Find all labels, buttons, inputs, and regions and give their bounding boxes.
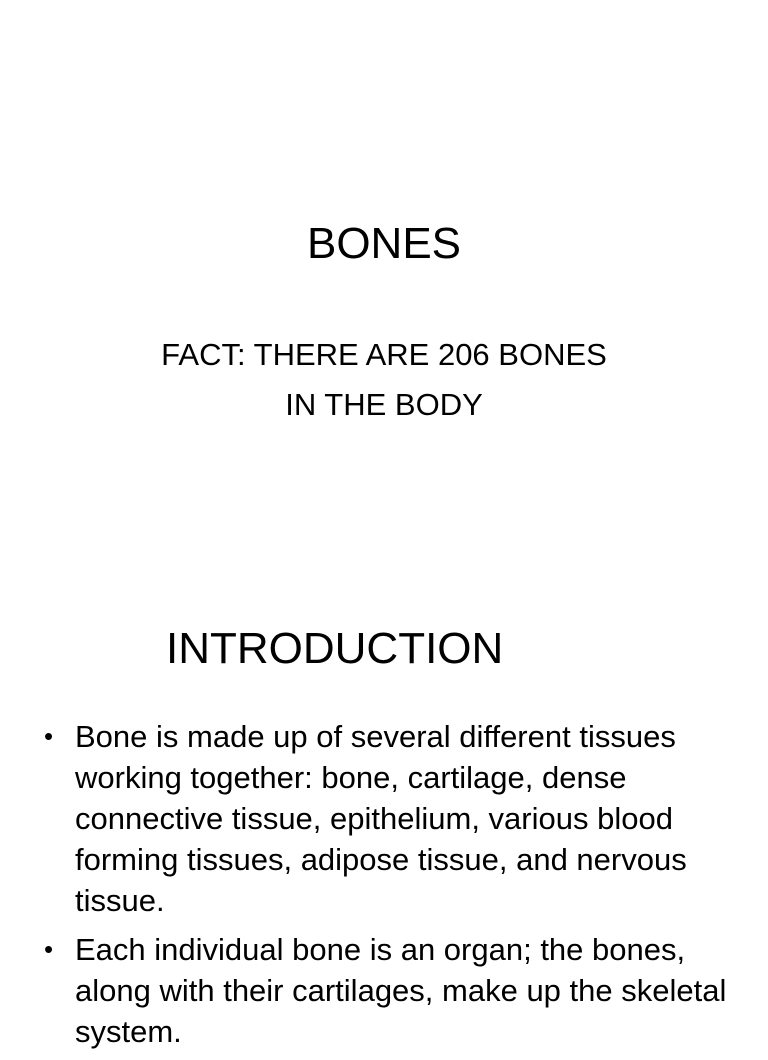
- slide-subtitle: [0, 330, 768, 430]
- section-title: INTRODUCTION: [166, 624, 504, 673]
- bullet-icon: •: [44, 721, 54, 751]
- slide-title: BONES: [306, 219, 462, 268]
- subtitle-line-2: IN THE BODY: [285, 387, 483, 422]
- bullet-item-1: [0, 716, 768, 921]
- bullet-text: Bone is made up of several different tissues working together: bone, cartilage, dense connective tissue, epithelium, various blood forming tissues, adipose tissue, and nervous tissue.: [75, 719, 687, 918]
- bullet-list: [0, 716, 768, 1060]
- bullet-item-2: [0, 929, 768, 1052]
- bullet-text: Each individual bone is an organ; the bones, along with their cartilages, make up the skeletal system.: [75, 932, 727, 1049]
- introduction-slide: [0, 576, 768, 1049]
- bullet-icon: •: [44, 934, 54, 964]
- subtitle-line-1: FACT: THERE ARE 206 BONES: [161, 337, 607, 372]
